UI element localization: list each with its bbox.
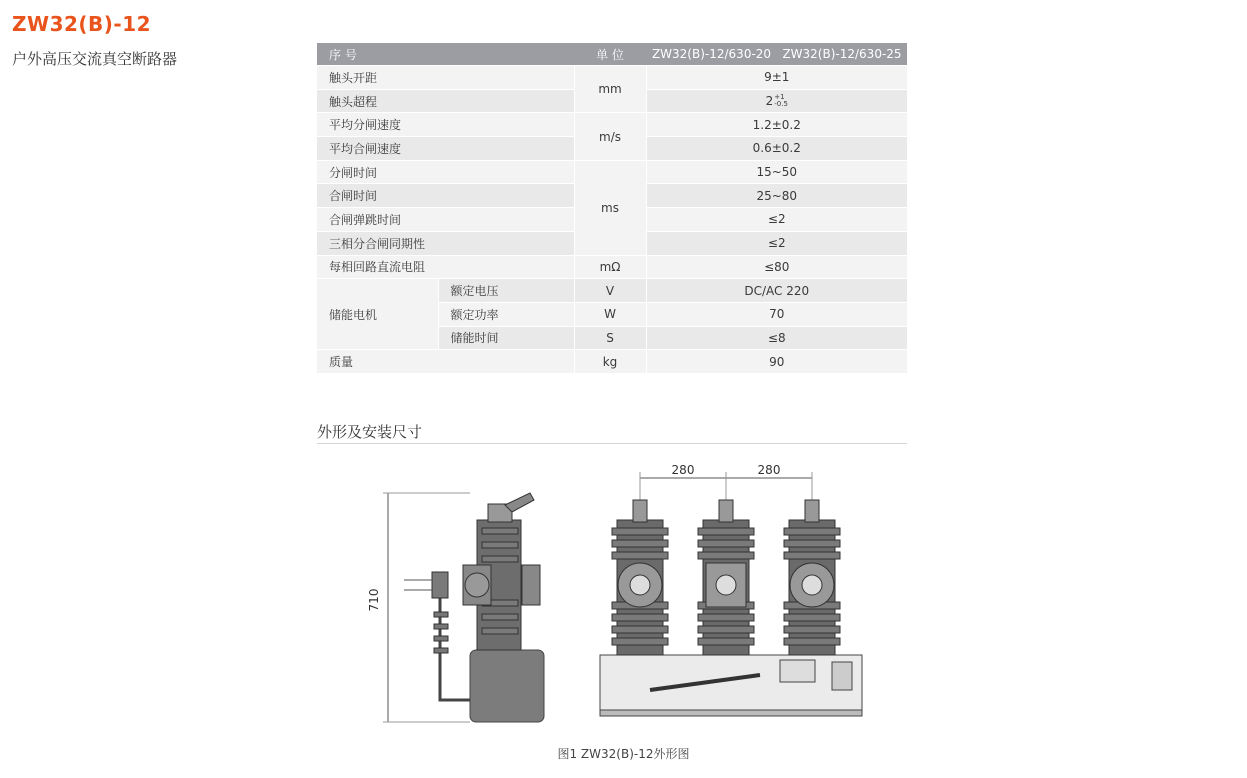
param-cell: 合闸弹跳时间 [317,208,574,232]
param-cell: 平均分闸速度 [317,113,574,137]
param-cell: 每相回路直流电阻 [317,255,574,279]
unit-cell: V [574,279,646,303]
unit-cell: S [574,326,646,350]
param-cell: 三相分合闸同期性 [317,231,574,255]
param-cell: 合闸时间 [317,184,574,208]
unit-cell: ms [574,160,646,255]
unit-cell: kg [574,350,646,374]
param-cell: 储能时间 [438,326,574,350]
table-row [317,66,907,90]
height-dimension-label: 710 [367,588,381,612]
value-cell: ≤80 [646,255,907,279]
value-main: 2 [765,93,774,108]
param-cell: 分闸时间 [317,160,574,184]
pole-left [612,500,668,655]
value-cell: 70 [646,302,907,326]
section-divider [317,443,907,444]
group-cell: 储能电机 [317,279,438,350]
value-cell: 0.6±0.2 [646,137,907,161]
value-cell: DC/AC 220 [646,279,907,303]
param-cell: 质量 [317,350,574,374]
spec-header-row [317,43,907,66]
header-seq: 序 号 [317,43,574,66]
table-row [317,160,907,184]
param-cell: 触头超程 [317,89,574,113]
spec-table [317,43,907,374]
unit-cell: mΩ [574,255,646,279]
product-name: 户外高压交流真空断路器 [12,50,178,68]
value-cell: 9±1 [646,66,907,90]
param-cell: 额定功率 [438,302,574,326]
unit-cell: m/s [574,113,646,160]
value-cell: ≤2 [646,231,907,255]
pole-middle [698,500,754,655]
header-unit: 单 位 [574,43,646,66]
product-model-title: ZW32(B)-12 [12,12,152,36]
table-row [317,279,907,303]
value-tol-lower: -0.5 [774,100,788,109]
figure-caption: 图1 ZW32(B)-12外形图 [557,747,690,761]
unit-cell: mm [574,66,646,113]
param-cell: 平均合闸速度 [317,137,574,161]
table-row [317,255,907,279]
value-cell [646,89,907,113]
value-cell: 25~80 [646,184,907,208]
spacing-dimension-label: 280 [757,463,781,477]
value-cell: ≤2 [646,208,907,232]
table-row [317,113,907,137]
spacing-dimension-label: 280 [671,463,695,477]
param-cell: 额定电压 [438,279,574,303]
value-cell: 15~50 [646,160,907,184]
pole-right [784,500,840,655]
unit-cell: W [574,302,646,326]
value-cell: 90 [646,350,907,374]
value-cell: ≤8 [646,326,907,350]
header-model-20: ZW32(B)-12/630-20 [646,43,777,66]
table-row [317,350,907,374]
value-cell: 1.2±0.2 [646,113,907,137]
header-model-25: ZW32(B)-12/630-25 [777,43,907,66]
outline-drawing [367,455,904,735]
param-cell: 触头开距 [317,66,574,90]
section-title: 外形及安装尺寸 [317,423,423,441]
value-tol-upper: +1 [774,93,785,102]
